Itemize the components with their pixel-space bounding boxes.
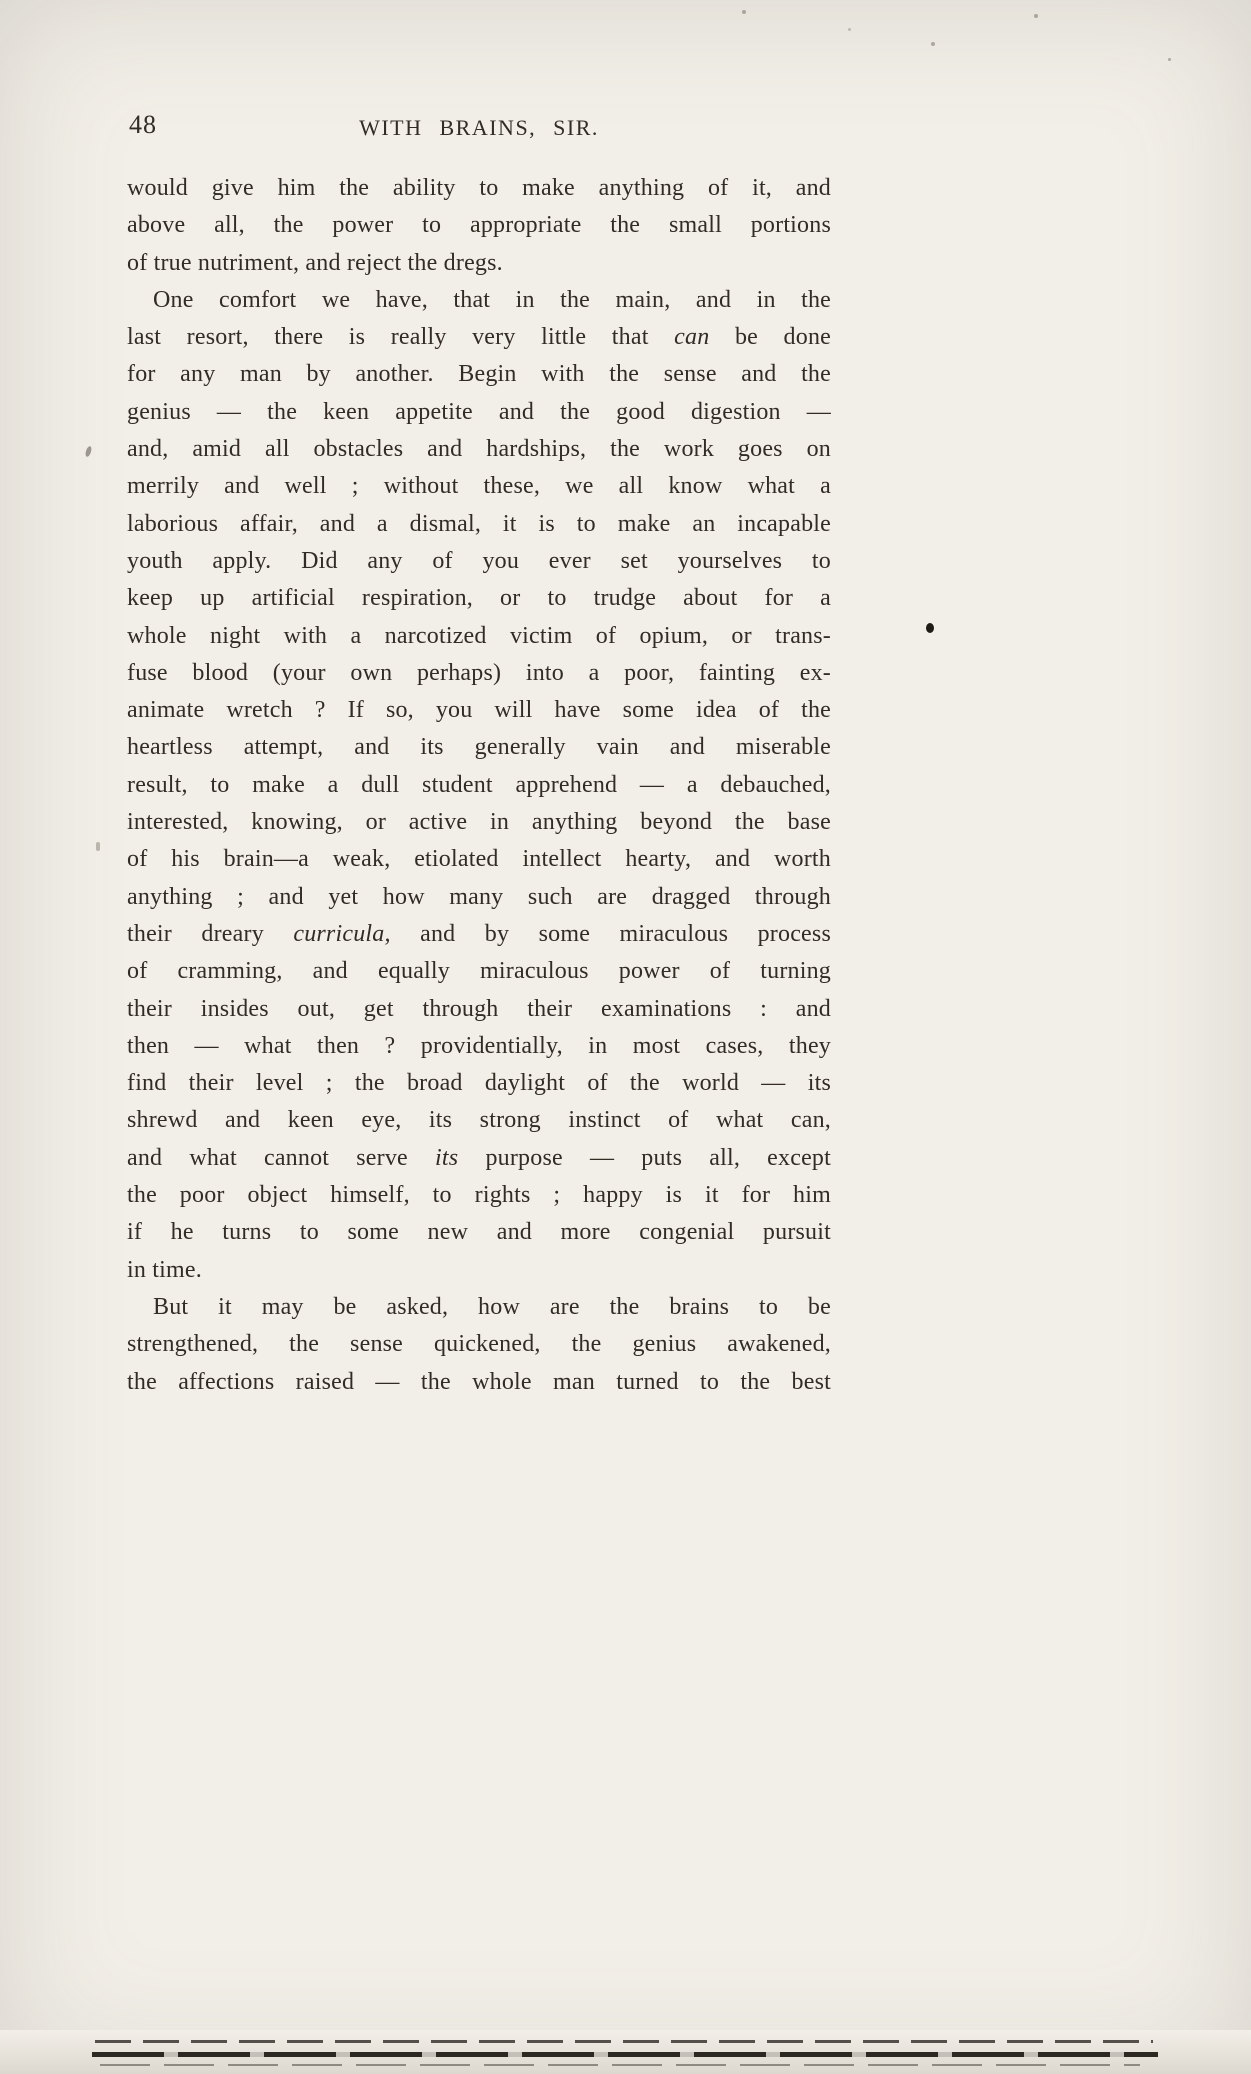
- text-line: But it may be asked, how are the brains to be: [153, 1293, 831, 1320]
- text-line: above all, the power to appropriate the small portions: [127, 212, 831, 239]
- paragraph: [127, 1289, 831, 1401]
- paragraph: [127, 170, 831, 282]
- next-page-edge-line: [92, 2052, 1158, 2057]
- next-page-edge-line: [95, 2040, 1153, 2043]
- text-line: of his brain—a weak, etiolated intellect hearty, and worth: [127, 846, 831, 873]
- scan-speck: [1168, 58, 1171, 61]
- text-line: of cramming, and equally miraculous power of turning: [127, 958, 831, 985]
- scan-speck: [1034, 14, 1038, 18]
- next-page-edge-line: [100, 2064, 1140, 2066]
- page-number: 48: [129, 110, 157, 139]
- text-line: interested, knowing, or active in anything beyond the base: [127, 809, 831, 836]
- text-line: genius — the keen appetite and the good digestion —: [127, 398, 831, 425]
- text-line: and what cannot serve its purpose — puts all, except: [127, 1144, 831, 1171]
- text-line: their insides out, get through their examinations : and: [127, 995, 831, 1022]
- text-line: the affections raised — the whole man turned to the best: [127, 1368, 831, 1395]
- paragraph: [127, 282, 831, 1289]
- text-line: in time.: [127, 1256, 202, 1283]
- text-line: whole night with a narcotized victim of opium, or trans-: [127, 622, 831, 649]
- text-line: anything ; and yet how many such are dragged through: [127, 883, 831, 910]
- text-line: laborious affair, and a dismal, it is to make an incapable: [127, 510, 831, 537]
- text-line: for any man by another. Begin with the sense and the: [127, 361, 831, 388]
- scan-speck: [742, 10, 746, 14]
- text-line: shrewd and keen eye, its strong instinct of what can,: [127, 1107, 831, 1134]
- text-line: and, amid all obstacles and hardships, the work goes on: [127, 436, 831, 463]
- left-margin-mark: [96, 842, 100, 851]
- text-line: of true nutriment, and reject the dregs.: [127, 249, 503, 276]
- text-line: their dreary curricula, and by some miraculous process: [127, 920, 831, 947]
- text-line: youth apply. Did any of you ever set yourselves to: [127, 547, 831, 574]
- text-line: find their level ; the broad daylight of the world — its: [127, 1070, 831, 1097]
- text-line: if he turns to some new and more congenial pursuit: [127, 1219, 831, 1246]
- text-line: result, to make a dull student apprehend — a debauched,: [127, 771, 831, 798]
- text-line: One comfort we have, that in the main, and in the: [153, 286, 831, 313]
- scan-speck: [848, 28, 851, 31]
- ink-spot-right-margin: [926, 623, 934, 633]
- text-line: fuse blood (your own perhaps) into a poor, fainting ex-: [127, 659, 831, 686]
- text-line: last resort, there is really very little that can be done: [127, 324, 831, 351]
- text-line: the poor object himself, to rights ; happy is it for him: [127, 1182, 831, 1209]
- text-line: heartless attempt, and its generally vain and miserable: [127, 734, 831, 761]
- text-line: keep up artificial respiration, or to trudge about for a: [127, 585, 831, 612]
- left-margin-mark: [84, 445, 92, 457]
- text-line: would give him the ability to make anything of it, and: [127, 175, 831, 201]
- body-text: [127, 170, 831, 1401]
- text-line: animate wretch ? If so, you will have some idea of the: [127, 697, 831, 724]
- text-line: then — what then ? providentially, in most cases, they: [127, 1032, 831, 1059]
- scan-speck: [931, 42, 935, 46]
- text-line: merrily and well ; without these, we all know what a: [127, 473, 831, 500]
- running-header: WITH BRAINS, SIR.: [359, 115, 599, 140]
- text-line: strengthened, the sense quickened, the genius awakened,: [127, 1331, 831, 1358]
